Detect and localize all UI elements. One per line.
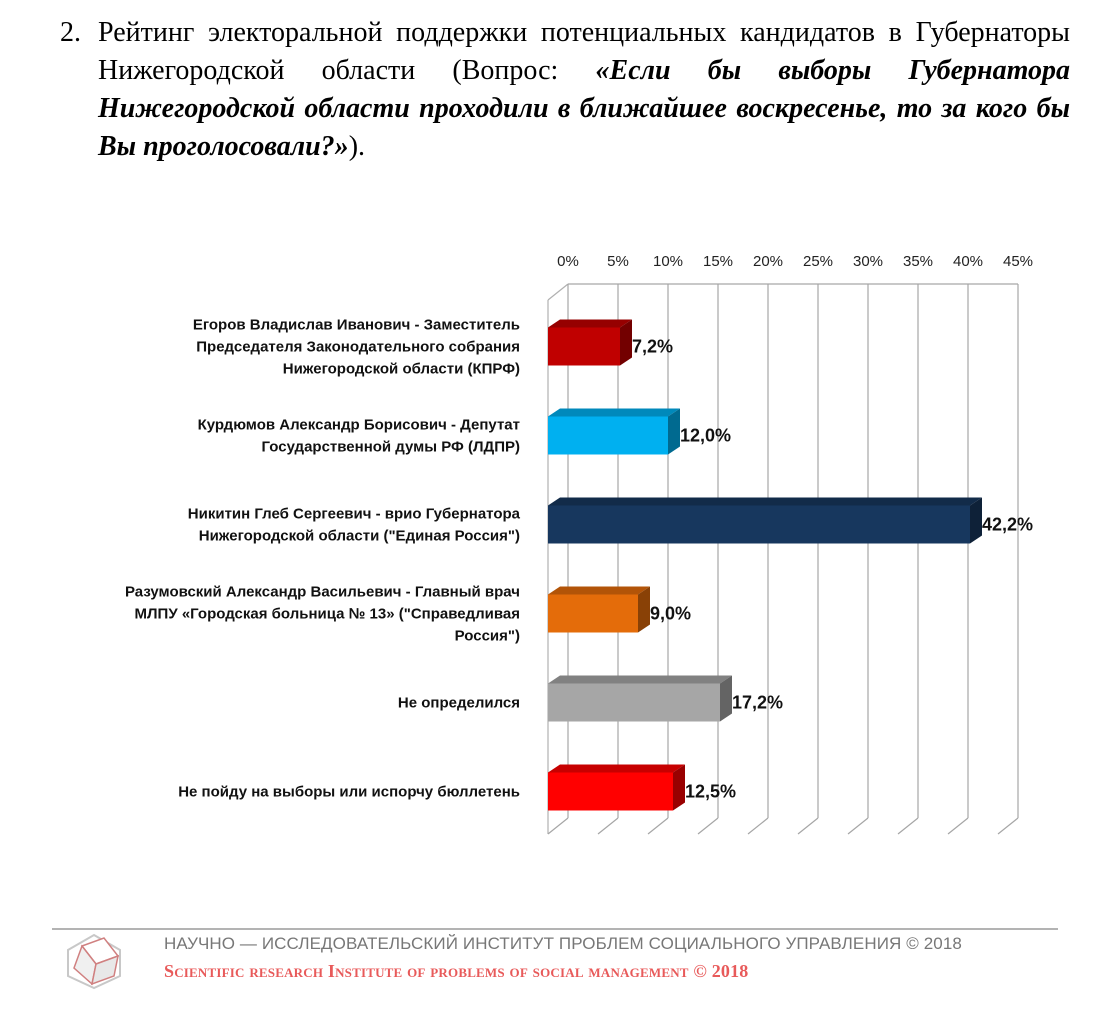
x-tick-label: 25% — [802, 253, 834, 270]
x-tick-label: 30% — [852, 253, 884, 270]
x-tick-label: 40% — [952, 253, 984, 270]
category-label-line: Государственной думы РФ (ЛДПР) — [261, 438, 520, 456]
category-label-line: Россия") — [454, 627, 520, 645]
data-label: 9,0% — [650, 603, 692, 624]
floor-gridline — [598, 818, 618, 834]
category-label — [188, 506, 521, 545]
data-label: 42,2% — [982, 514, 1034, 535]
category-label — [193, 317, 520, 378]
bar-chart — [0, 240, 1115, 880]
floor-gridline — [898, 818, 918, 834]
category-label-line: Никитин Глеб Сергеевич - врио Губернатора — [187, 505, 520, 523]
category-label — [398, 695, 520, 712]
category-label-line: Курдюмов Александр Борисович - Депутат — [197, 416, 520, 434]
survey-question: «Если бы выборы Губернатора Нижегородской области проходили в ближайшее воскресенье, то за кого бы Вы проголосовали?» — [98, 55, 1071, 162]
x-tick-label: 10% — [652, 253, 684, 270]
item-number: 2. — [60, 17, 81, 48]
bar — [548, 417, 668, 455]
category-label — [198, 417, 520, 456]
footer-institute-ru: НАУЧНО — ИССЛЕДОВАТЕЛЬСКИЙ ИНСТИТУТ ПРОБЛЕМ СОЦИАЛЬНОГО УПРАВЛЕНИЯ © 2018 — [164, 934, 962, 953]
x-tick-label: 5% — [607, 253, 629, 270]
bar-top-face — [548, 676, 732, 684]
floor-gridline — [648, 818, 668, 834]
plot-back-wall — [568, 284, 1018, 818]
bar — [548, 773, 673, 811]
category-label-line: Не пойду на выборы или испорчу бюллетень — [178, 783, 520, 801]
bar — [548, 684, 720, 722]
bar-side-face — [620, 320, 632, 366]
floor-gridline — [848, 818, 868, 834]
data-label: 12,5% — [685, 781, 737, 802]
x-tick-label: 35% — [902, 253, 934, 270]
bar-top-face — [548, 587, 650, 595]
footer-divider — [52, 928, 1058, 930]
data-label: 12,0% — [680, 425, 732, 446]
category-label-line: Нижегородской области ("Единая Россия") — [198, 527, 520, 545]
x-tick-label: 20% — [752, 253, 784, 270]
x-tick-label: 45% — [1002, 253, 1034, 270]
category-label-line: Нижегородской области (КПРФ) — [282, 360, 520, 378]
data-label: 7,2% — [632, 336, 674, 357]
floor-gridline — [798, 818, 818, 834]
floor-gridline — [748, 818, 768, 834]
bar-side-face — [638, 587, 650, 633]
bar-top-face — [548, 765, 685, 773]
bar-side-face — [668, 409, 680, 455]
floor-gridline — [948, 818, 968, 834]
category-label-line: МЛПУ «Городская больница № 13» ("Справедливая — [134, 605, 520, 623]
category-label-line: Не определился — [397, 694, 520, 712]
institute-logo-icon — [62, 932, 126, 990]
floor-gridline — [998, 818, 1018, 834]
category-label-line: Разумовский Александр Васильевич - Главный врач — [124, 583, 520, 601]
heading-lead: Рейтинг электоральной поддержки потенциальных кандидатов в Губернаторы Нижегородской области (Вопрос: — [98, 17, 1070, 86]
floor-gridline — [698, 818, 718, 834]
side-wall-top-edge — [548, 284, 568, 300]
data-label: 17,2% — [732, 692, 784, 713]
bar-side-face — [970, 498, 982, 544]
category-label-line: Егоров Владислав Иванович - Заместитель — [192, 316, 520, 334]
bar — [548, 595, 638, 633]
bar-side-face — [720, 676, 732, 722]
question-heading — [60, 14, 1070, 166]
bar-top-face — [548, 498, 982, 506]
bar — [548, 328, 620, 366]
bar-side-face — [673, 765, 685, 811]
bar-top-face — [548, 320, 632, 328]
category-label-line: Председателя Законодательного собрания — [196, 338, 520, 356]
floor-gridline — [548, 818, 568, 834]
category-label — [125, 584, 520, 645]
x-tick-label: 0% — [557, 253, 579, 270]
bar-top-face — [548, 409, 680, 417]
footer-institute-en: Scientific research Institute of problems of social management © 2018 — [164, 961, 749, 981]
x-tick-label: 15% — [702, 253, 734, 270]
heading-tail: ). — [348, 131, 366, 162]
heading-text — [98, 14, 1070, 166]
bar — [548, 506, 970, 544]
category-label — [178, 784, 520, 801]
